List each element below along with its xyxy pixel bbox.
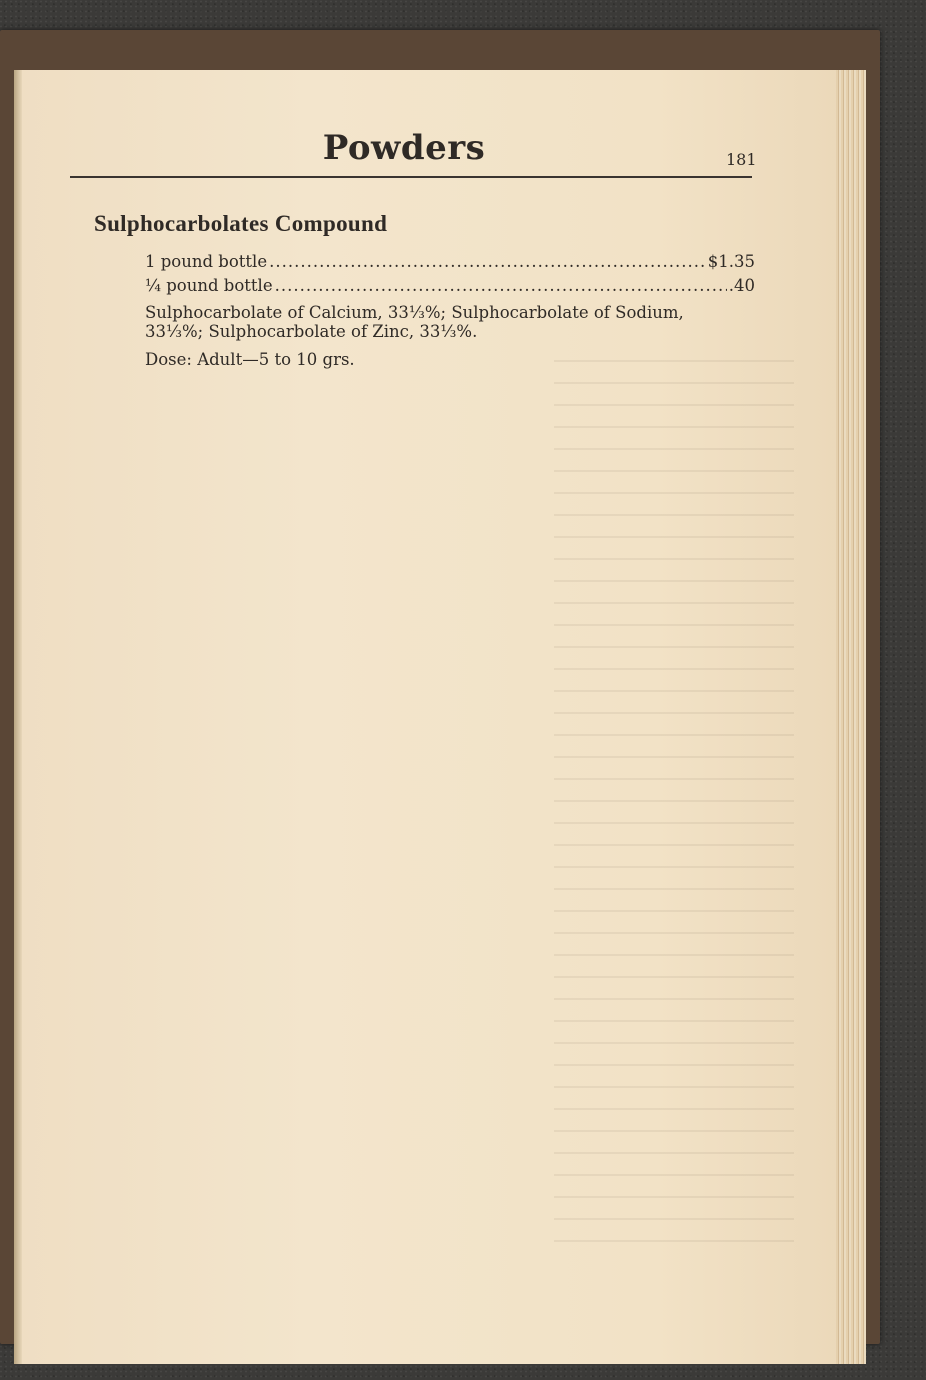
dot-leader bbox=[269, 252, 706, 271]
section-heading: Sulphocarbolates Compound bbox=[94, 211, 388, 236]
price-item-label: 1 pound bottle bbox=[145, 252, 268, 271]
page-number: 181 bbox=[726, 150, 757, 169]
book-page bbox=[14, 70, 866, 1364]
price-item-label: ¼ pound bottle bbox=[145, 276, 273, 295]
header-rule bbox=[70, 176, 752, 178]
price-value: .40 bbox=[728, 276, 755, 295]
book-cover-board bbox=[0, 30, 880, 1344]
price-value: $1.35 bbox=[707, 252, 755, 271]
page-title: Powders bbox=[322, 128, 486, 168]
page-edges bbox=[836, 70, 866, 1364]
bleed-through-text bbox=[554, 360, 794, 1260]
dose-text: Dose: Adult—5 to 10 grs. bbox=[145, 350, 355, 369]
composition-text: Sulphocarbolate of Calcium, 33⅓%; Sulphocarbolate of Sodium, 33⅓%; Sulphocarbolate of Zinc, 33⅓%. bbox=[145, 303, 684, 341]
price-line bbox=[145, 276, 755, 295]
price-line bbox=[145, 252, 755, 271]
dot-leader bbox=[275, 276, 727, 295]
page-spine bbox=[14, 70, 22, 1364]
